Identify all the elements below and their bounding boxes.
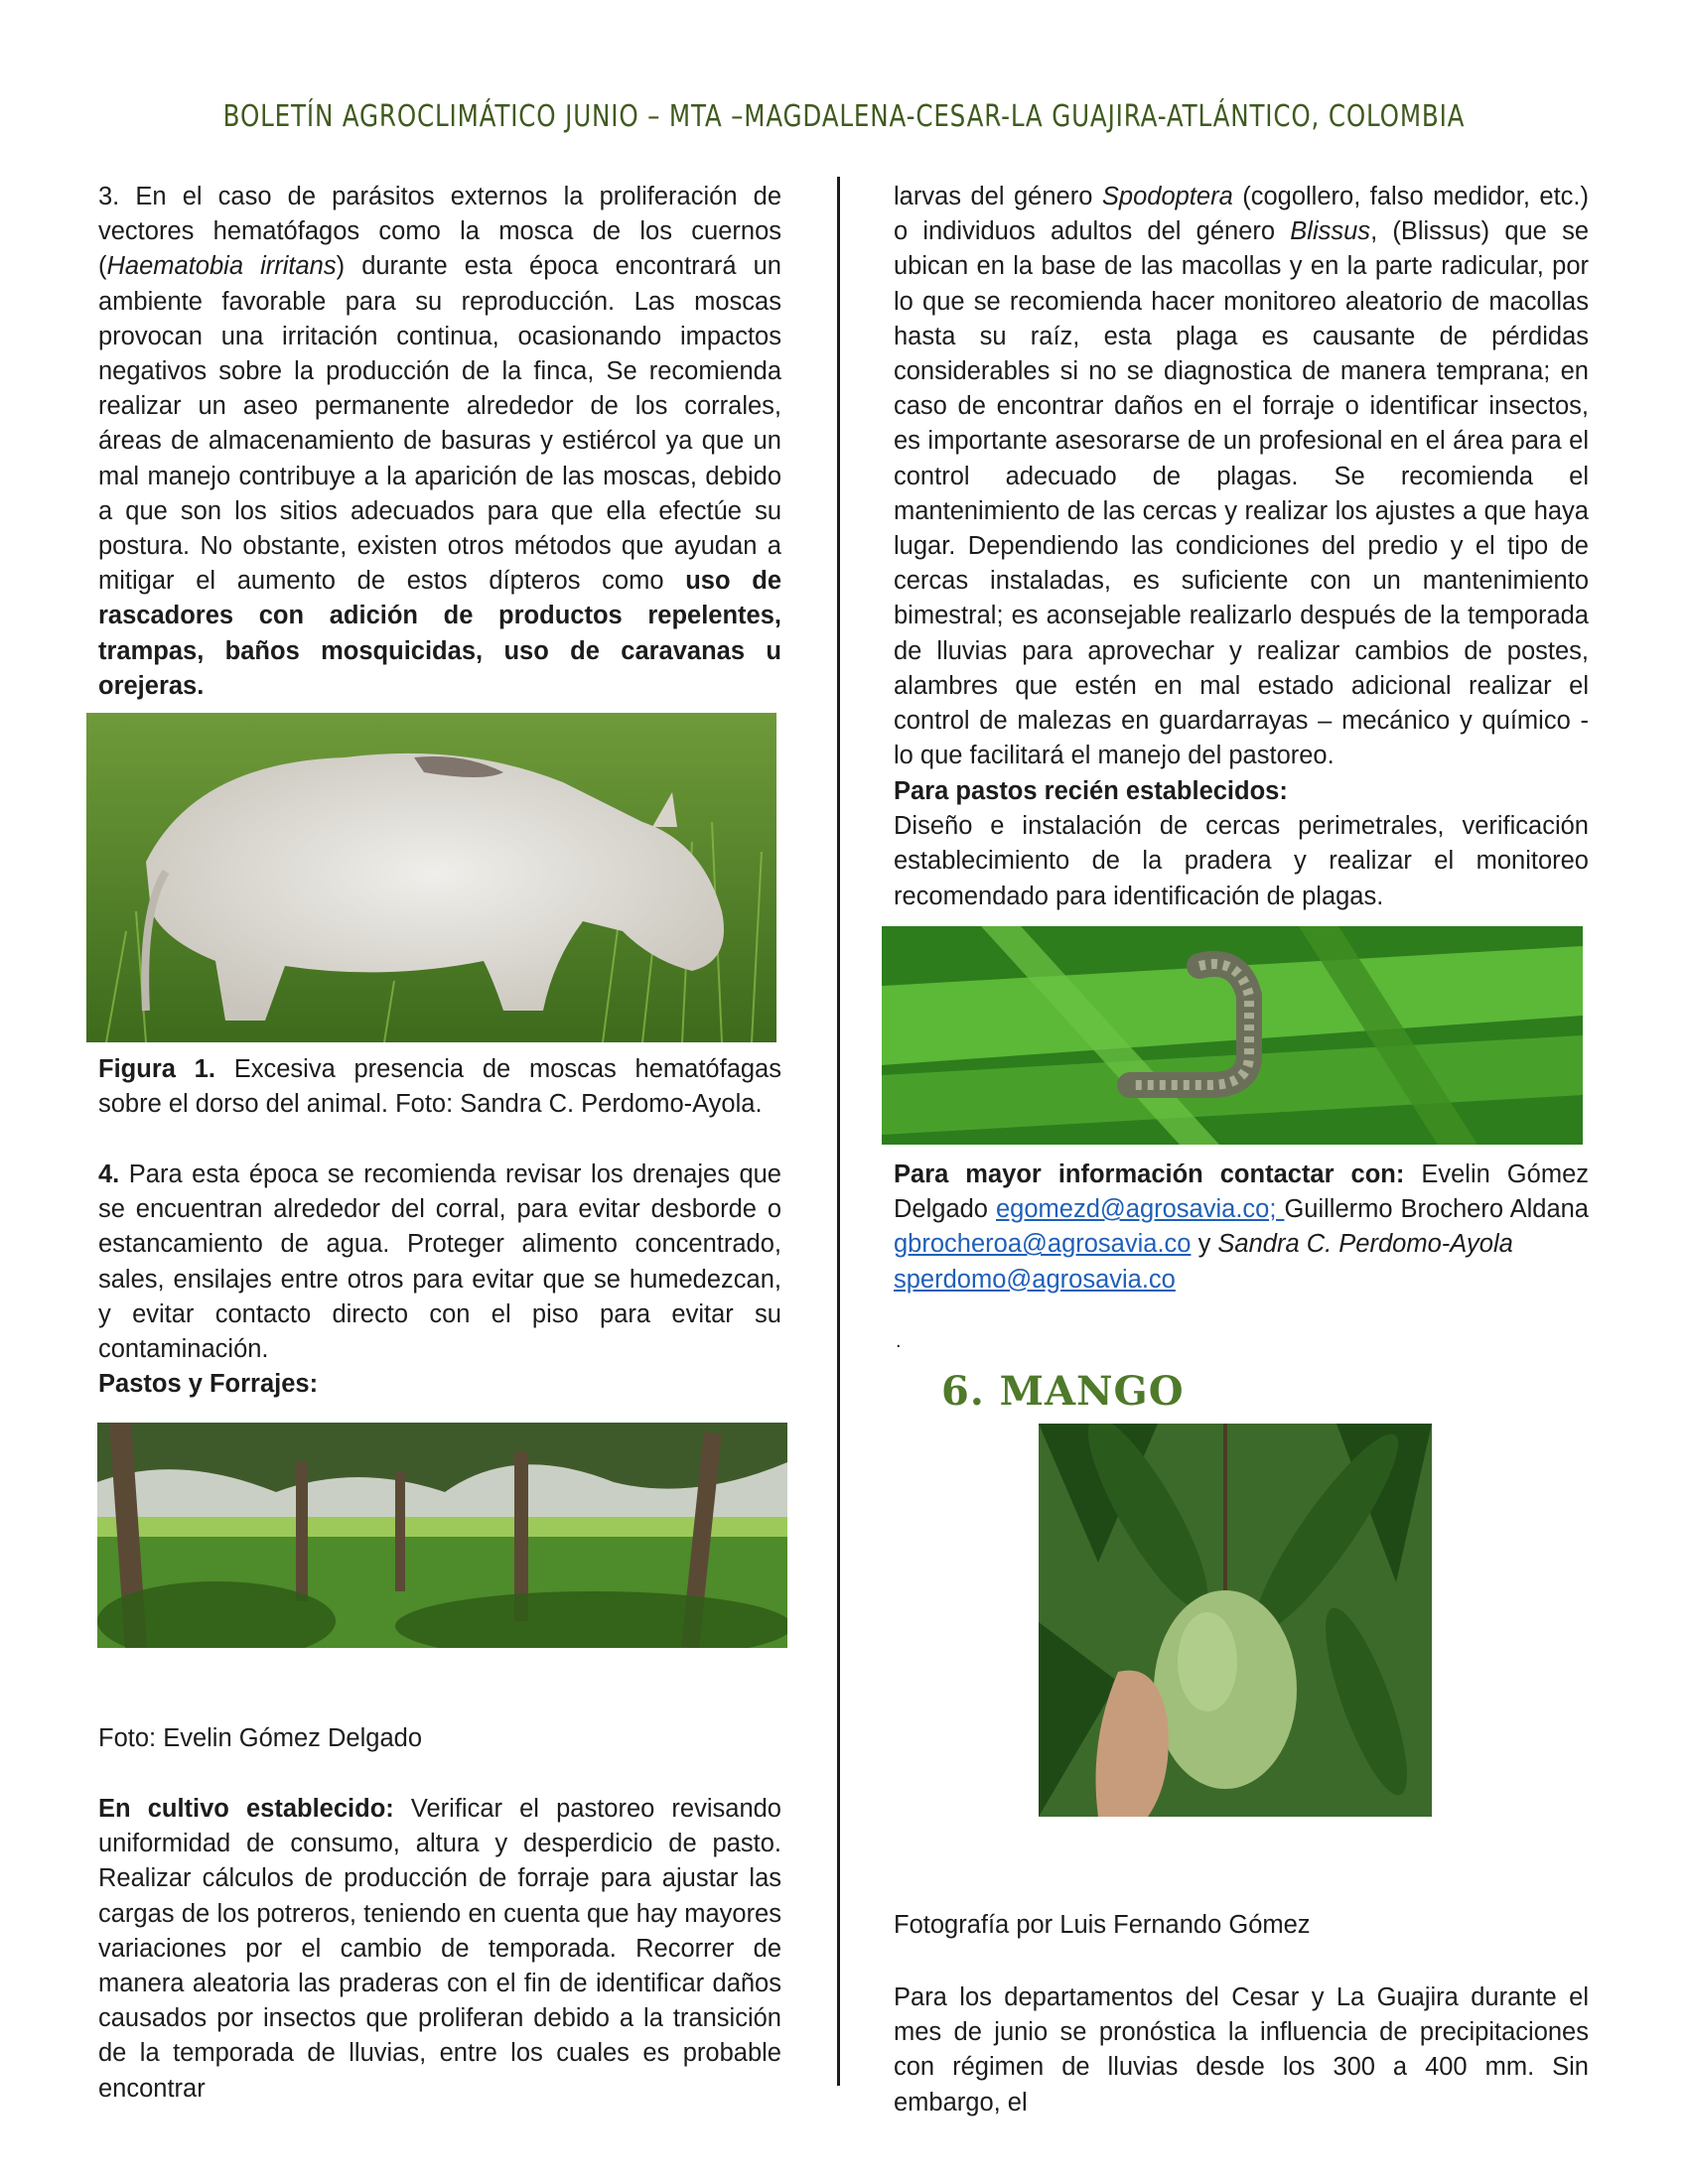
right-column-top — [894, 180, 1589, 773]
email-link-sperdomo[interactable]: sperdomo@agrosavia.co — [894, 1265, 1176, 1294]
nuevos-pastos-section — [894, 774, 1589, 914]
paragraph-4: 4. Para esta época se recomienda revisar los drenajes que se encuentran alrededor del corral, para evitar desborde o estancamiento de agua. Proteger alimento concentrado, sales, ensilajes entre otros para evitar que se humedezcan, y evitar contacto directo con el piso para evitar su contaminación. — [98, 1160, 781, 1364]
nuevos-pastos-text: Diseño e instalación de cercas perimetrales, verificación establecimiento de la pradera y realizar el monitoreo recomendado para identificación de plagas. — [894, 812, 1589, 910]
email-link-egomezd[interactable]: egomezd@agrosavia.co; — [995, 1195, 1285, 1224]
bulletin-header: BOLETÍN AGROCLIMÁTICO JUNIO – MTA –MAGDALENA-CESAR-LA GUAJIRA-ATLÁNTICO, COLOMBIA — [222, 99, 1466, 134]
left-column-top — [98, 180, 781, 704]
column-divider — [837, 177, 840, 2086]
caterpillar-photo — [882, 926, 1583, 1145]
paragraph-3: 3. En el caso de parásitos externos la proliferación de vectores hematófagos como la mosca de los cuernos (Haematobia irritans) durante esta época encontrará un ambiente favorable para su reproducción. Las moscas provocan una irritación continua, ocasionando impactos negativos sobre la producción de la finca, Se recomienda realizar un aseo permanente alrededor de los corrales, áreas de almacenamiento de basuras y estiércol ya que un mal manejo contribuye a la aparición de las moscas, debido a que son los sitios adecuados para que ella efectúe su postura. No obstante, existen otros métodos que ayudan a mitigar el aumento de estos dípteros como uso de rascadores con adición de productos repelentes, trampas, baños mosquicidas, uso de caravanas u orejeras. — [98, 183, 781, 700]
mango-photo — [1039, 1424, 1432, 1817]
figure-1-caption: Figura 1. Excesiva presencia de moscas hematófagas sobre el dorso del animal. Foto: Sandra C. Perdomo-Ayola. — [98, 1055, 781, 1119]
contact-info: Para mayor información contactar con: Evelin Gómez Delgado egomezd@agrosavia.co; Guillermo Brochero Aldana gbrocheroa@agrosavia.co y Sandra C. Perdomo-Ayola sperdomo@agrosavia.co — [894, 1160, 1589, 1294]
mango-paragraph: Para los departamentos del Cesar y La Guajira durante el mes de junio se pronóstica la influencia de precipitaciones con régimen de lluvias desde los 300 a 400 mm. Sin embargo, el — [894, 1983, 1589, 2116]
cow-photo — [86, 713, 776, 1042]
section-title-mango: 6. MANGO — [941, 1368, 1185, 1415]
pasture-photo — [97, 1423, 787, 1648]
pastos-heading: Pastos y Forrajes: — [98, 1370, 319, 1398]
pasture-photo-caption: Foto: Evelin Gómez Delgado — [98, 1724, 422, 1752]
nuevos-pastos-heading: Para pastos recién establecidos: — [894, 777, 1288, 805]
stray-period: . — [896, 1330, 902, 1352]
email-link-gbrocheroa[interactable]: gbrocheroa@agrosavia.co — [894, 1230, 1192, 1259]
spodoptera-paragraph: larvas del género Spodoptera (cogollero, falso medidor, etc.) o individuos adultos del género Blissus, (Blissus) que se ubican en la base de las macollas y en la parte radicular, por lo que se recomienda hacer monitoreo aleatorio de macollas hasta su raíz, esta plaga es causante de pérdidas considerables si no se diagnostica de manera temprana; en caso de encontrar daños en el forraje o identificar insectos, es importante asesorarse de un profesional en el área para el control adecuado de plagas. Se recomienda el mantenimiento de las cercas y realizar los ajustes a que haya lugar. Dependiendo las condiciones del predio y el tipo de cercas instaladas, es suficiente con un mantenimiento bimestral; es aconsejable realizarlo después de la temporada de lluvias para aprovechar y realizar cambios de postes, alambres que estén en mal estado adicional realizar el control de malezas en guardarrayas – mecánico y químico - lo que facilitará el manejo del pastoreo. — [894, 183, 1589, 770]
cultivo-paragraph: En cultivo establecido: Verificar el pastoreo revisando uniformidad de consumo, altura y desperdicio de pasto. Realizar cálculos de producción de forraje para ajustar las cargas de los potreros, teniendo en cuenta que hay mayores variaciones por el cambio de temporada. Recorrer de manera aleatoria las praderas con el fin de identificar daños causados por insectos que proliferan debido a la transición de la temporada de lluvias, entre los cuales es probable encontrar — [98, 1795, 781, 2103]
mango-photo-caption: Fotografía por Luis Fernando Gómez — [894, 1911, 1311, 1939]
